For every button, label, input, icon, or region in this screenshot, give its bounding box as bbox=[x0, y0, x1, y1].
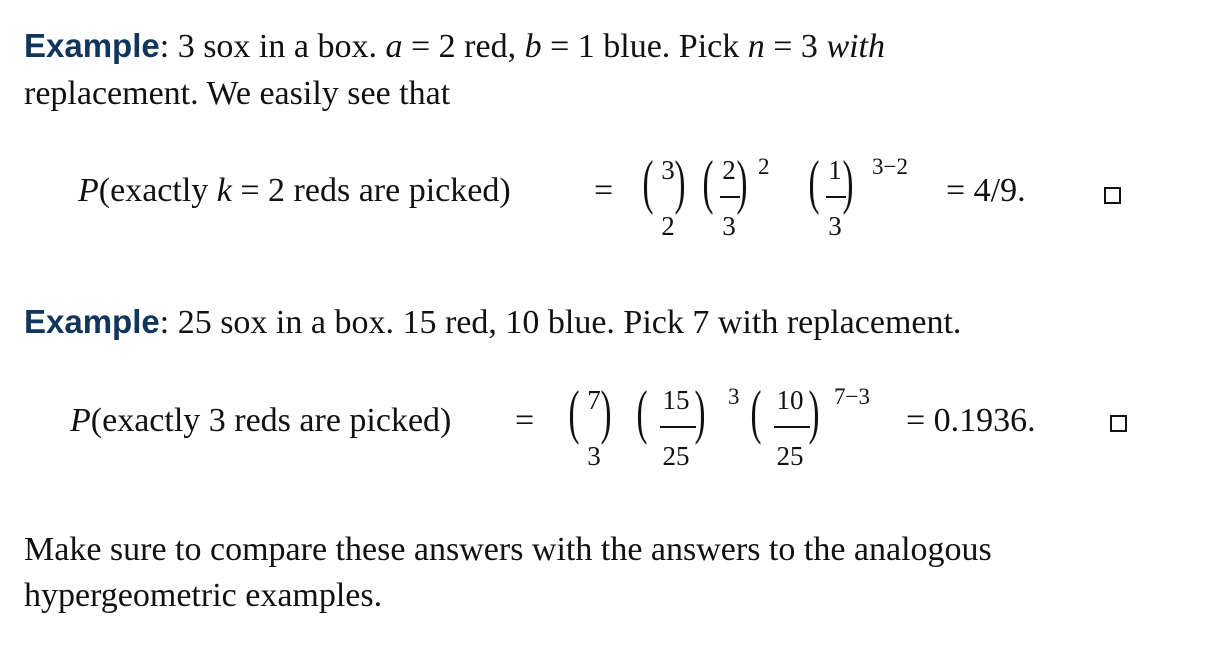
closing-line-1: Make sure to compare these answers with the answers to the analogous bbox=[24, 531, 992, 568]
eq2-fraction-2: ( 10 25 ) 7−3 bbox=[750, 379, 870, 471]
eq1-exponent-2: 3−2 bbox=[872, 154, 908, 179]
example2-label: Example bbox=[24, 303, 160, 340]
example2-text: Example: 25 sox in a box. 15 red, 10 blue. Pick 7 with replacement. bbox=[24, 303, 962, 341]
eq2-exponent-1: 3 bbox=[728, 384, 740, 409]
eq2-result: = 0.1936. bbox=[906, 402, 1036, 439]
eq1-fraction-2: ( 1 3 ) 3−2 bbox=[808, 149, 908, 241]
closing-line-2: hypergeometric examples. bbox=[24, 577, 383, 614]
example1-text: Example: 3 sox in a box. a = 2 red, b = 1 blue. Pick n = 3 with bbox=[24, 27, 886, 65]
eq1-left: P(exactly k = 2 reds are picked) bbox=[78, 172, 511, 209]
eq1-equals: = bbox=[594, 172, 614, 209]
example1-text-line2: replacement. We easily see that bbox=[24, 75, 451, 112]
qed-square-icon bbox=[1110, 415, 1127, 432]
eq1-result: = 4/9. bbox=[946, 172, 1026, 209]
eq2-left: P(exactly 3 reds are picked) bbox=[70, 402, 452, 439]
eq2-binomial: ( 7 3 ) bbox=[568, 379, 612, 471]
example1-label: Example bbox=[24, 27, 160, 64]
eq1-fraction-1: ( 2 3 ) 2 bbox=[702, 149, 770, 241]
eq2-exponent-2: 7−3 bbox=[834, 384, 870, 409]
qed-square-icon bbox=[1104, 187, 1121, 204]
eq2-fraction-1: ( 15 25 ) 3 bbox=[636, 379, 740, 471]
eq2-equals: = bbox=[515, 402, 535, 439]
eq1-exponent-1: 2 bbox=[758, 154, 770, 179]
eq1-binomial: ( 3 2 ) bbox=[642, 149, 686, 241]
